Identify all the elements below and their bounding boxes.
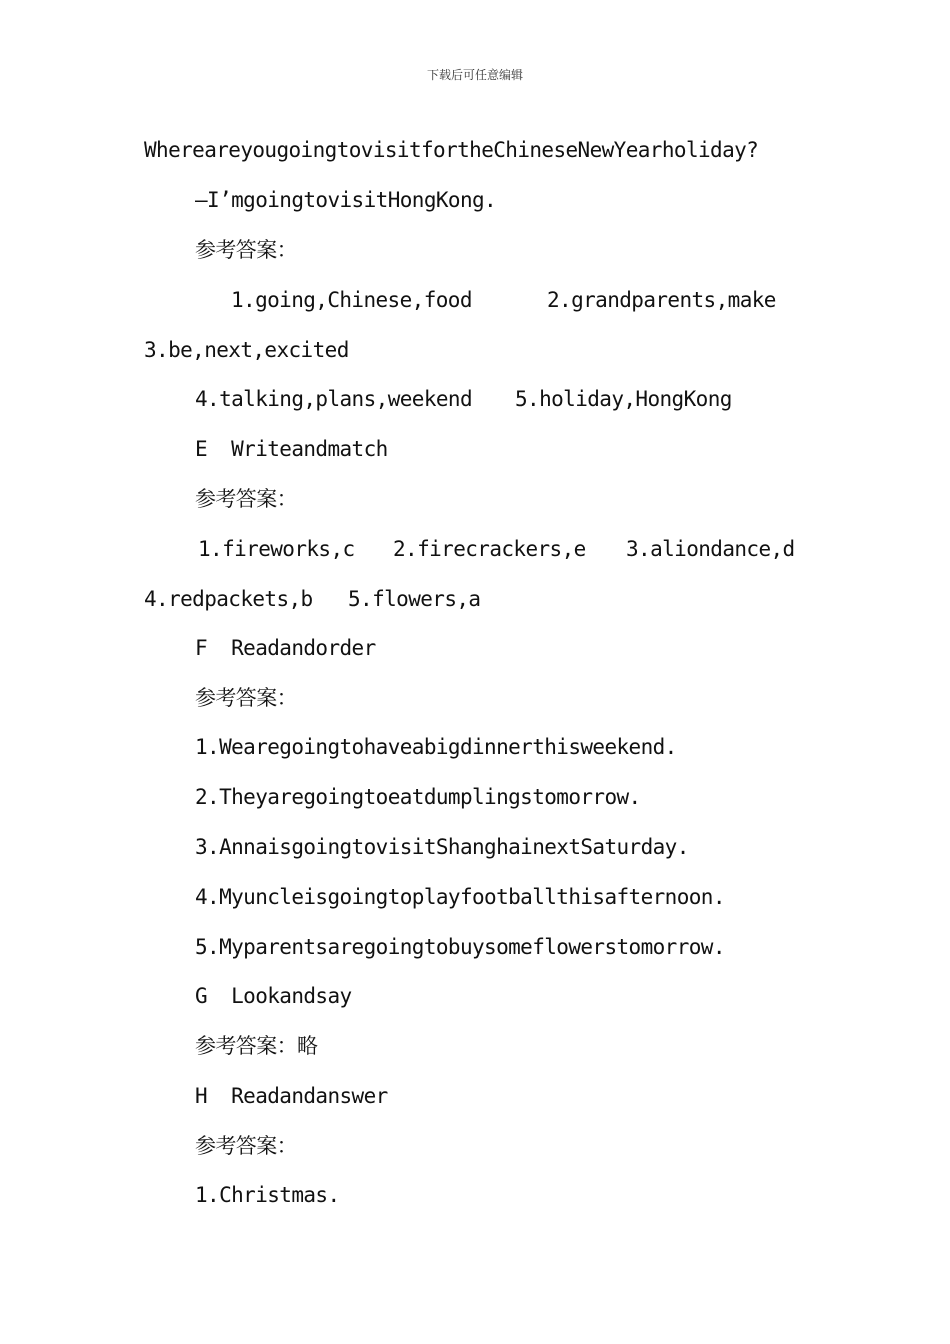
answer-sentence: 3.AnnaisgoingtovisitShanghainextSaturday. — [195, 835, 689, 859]
answer-item: 2.firecrackers,e — [393, 537, 586, 561]
section-heading-e: E Writeandmatch — [195, 437, 388, 461]
section-heading-g: G Lookandsay — [195, 984, 352, 1008]
section-heading-f: F Readandorder — [195, 636, 376, 660]
answer-item: 4.redpackets,b — [144, 587, 313, 611]
reference-answer-label: 参考答案：略 — [195, 1034, 318, 1058]
reference-answer-label: 参考答案： — [195, 686, 297, 710]
answer-item: 3.aliondance,d — [626, 537, 795, 561]
answer-item: 5.holiday,HongKong — [515, 387, 732, 411]
page-header: 下载后可任意编辑 — [426, 68, 523, 82]
answer-sentence: 2.Theyaregoingtoeatdumplingstomorrow. — [195, 785, 641, 809]
answer-item: 4.talking,plans,weekend — [195, 387, 472, 411]
reference-answer-label: 参考答案： — [195, 487, 297, 511]
question-line: WhereareyougoingtovisitfortheChineseNewYearholiday? — [144, 138, 759, 162]
answer-item: 3.be,next,excited — [144, 338, 349, 362]
reference-answer-label: 参考答案： — [195, 238, 297, 262]
answer-item: 2.grandparents,make — [547, 288, 776, 312]
answer-sentence: 5.Myparentsaregoingtobuysomeflowerstomorrow. — [195, 935, 725, 959]
reference-answer-label: 参考答案： — [195, 1134, 297, 1158]
answer-item: 1.Christmas. — [195, 1183, 340, 1207]
answer-item: 1.fireworks,c — [198, 537, 355, 561]
answer-line: —I’mgoingtovisitHongKong. — [195, 188, 497, 212]
answer-sentence: 1.Wearegoingtohaveabigdinnerthisweekend. — [195, 735, 677, 759]
answer-item: 5.flowers,a — [348, 587, 481, 611]
answer-item: 1.going,Chinese,food — [231, 288, 472, 312]
section-heading-h: H Readandanswer — [195, 1084, 388, 1108]
answer-sentence: 4.Myuncleisgoingtoplayfootballthisafternoon. — [195, 885, 725, 909]
